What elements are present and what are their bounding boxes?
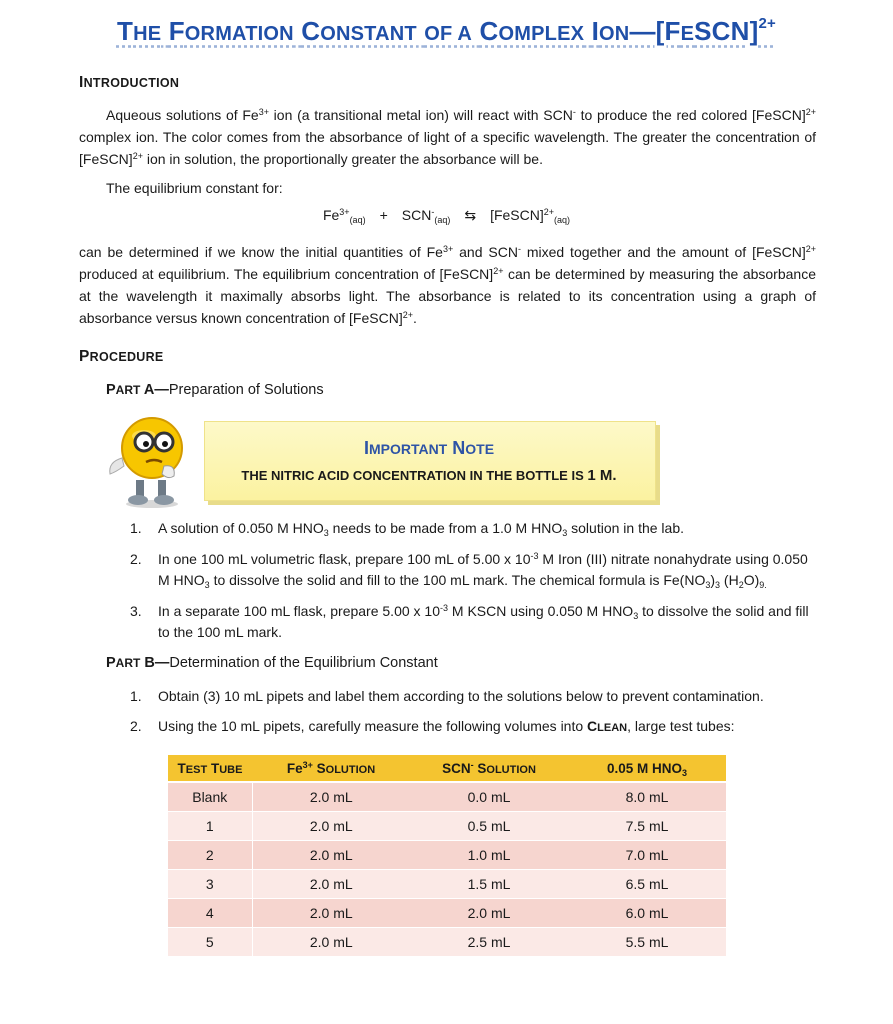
cell-scn-volume: 1.5 mL	[410, 870, 568, 899]
header-scn-solution: SCN- SOLUTION	[410, 755, 568, 782]
cell-fe-volume: 2.0 mL	[252, 812, 410, 841]
table-row	[168, 899, 726, 928]
cell-scn-volume: 1.0 mL	[410, 841, 568, 870]
table-row	[168, 928, 726, 957]
cell-scn-volume: 0.5 mL	[410, 812, 568, 841]
table-row	[168, 782, 726, 812]
part-b-heading: PART B—Determination of the Equilibrium Constant	[106, 655, 438, 671]
cell-test-tube: 5	[168, 928, 252, 957]
important-note-title: IMPORTANT NOTE	[363, 438, 495, 458]
table-row	[168, 812, 726, 841]
table-row	[168, 841, 726, 870]
intro-paragraph-1: Aqueous solutions of $Fe^{3+}$ ion (a transitional metal ion) will react with SCN- to produce the red colored [FeSCN]$^{2+}$ complex ion. The color comes from the absorbance of light of a specific wavelength. The greater the concentration of [FeSCN]$^{2+}$ ion in solution, the proportionally greater the absorbance will be.	[79, 107, 816, 167]
cell-fe-volume: 2.0 mL	[252, 782, 410, 812]
table-row	[168, 870, 726, 899]
header-fe-solution: $Fe^{3+}$ SOLUTION	[252, 755, 410, 782]
header-hno3: 0.05 M $HNO_3$	[568, 755, 726, 782]
cell-test-tube: 1	[168, 812, 252, 841]
cell-hno3-volume: 8.0 mL	[568, 782, 726, 812]
intro-paragraph-3: can be determined if we know the initial quantities of $Fe^{3+}$ and SCN- mixed together and the amount of [FeSCN]$^{2+}$ produced at equilibrium. The equilibrium concentration of [FeSCN]$^{2+}$ can be determined by measuring the absorbance at the wavelength it maximally absorbs light. The absorbance is related to its concentration using a graph of absorbance versus known concentration of [FeSCN]$^{2+}$.	[79, 244, 817, 326]
cell-test-tube: 4	[168, 899, 252, 928]
page-title: THE FORMATION CONSTANT OF A COMPLEX ION—[FESCN]$^{2+}$	[116, 15, 776, 46]
equilibrium-arrow-icon: ⇆	[464, 207, 477, 223]
cell-scn-volume: 2.5 mL	[410, 928, 568, 957]
important-note-box	[204, 421, 656, 501]
cell-test-tube: 2	[168, 841, 252, 870]
test-tube-volume-table	[168, 755, 726, 957]
cell-fe-volume: 2.0 mL	[252, 899, 410, 928]
cell-test-tube: Blank	[168, 782, 252, 812]
cell-hno3-volume: 7.5 mL	[568, 812, 726, 841]
introduction-heading: INTRODUCTION	[79, 74, 180, 91]
table-header-row	[168, 755, 726, 782]
procedure-heading: PROCEDURE	[79, 348, 164, 365]
cell-hno3-volume: 7.0 mL	[568, 841, 726, 870]
cell-hno3-volume: 6.0 mL	[568, 899, 726, 928]
cell-hno3-volume: 5.5 mL	[568, 928, 726, 957]
intro-paragraph-2: The equilibrium constant for:	[106, 180, 283, 196]
part-a-heading: PART A—Preparation of Solutions	[106, 382, 324, 398]
cell-scn-volume: 2.0 mL	[410, 899, 568, 928]
important-note-text: THE NITRIC ACID CONCENTRATION IN THE BOTTLE IS 1 M.	[241, 467, 617, 484]
cell-fe-volume: 2.0 mL	[252, 928, 410, 957]
cell-test-tube: 3	[168, 870, 252, 899]
cell-fe-volume: 2.0 mL	[252, 870, 410, 899]
cell-scn-volume: 0.0 mL	[410, 782, 568, 812]
thinking-emoji-icon	[104, 410, 200, 510]
cell-fe-volume: 2.0 mL	[252, 841, 410, 870]
cell-hno3-volume: 6.5 mL	[568, 870, 726, 899]
header-test-tube: TEST TUBE	[168, 755, 252, 782]
equilibrium-equation: $Fe^{3+}_{(aq)} + SCN^-_{(aq)}$ ⇆ [FeSCN]$^{2+}_{(aq)}$	[322, 207, 571, 225]
